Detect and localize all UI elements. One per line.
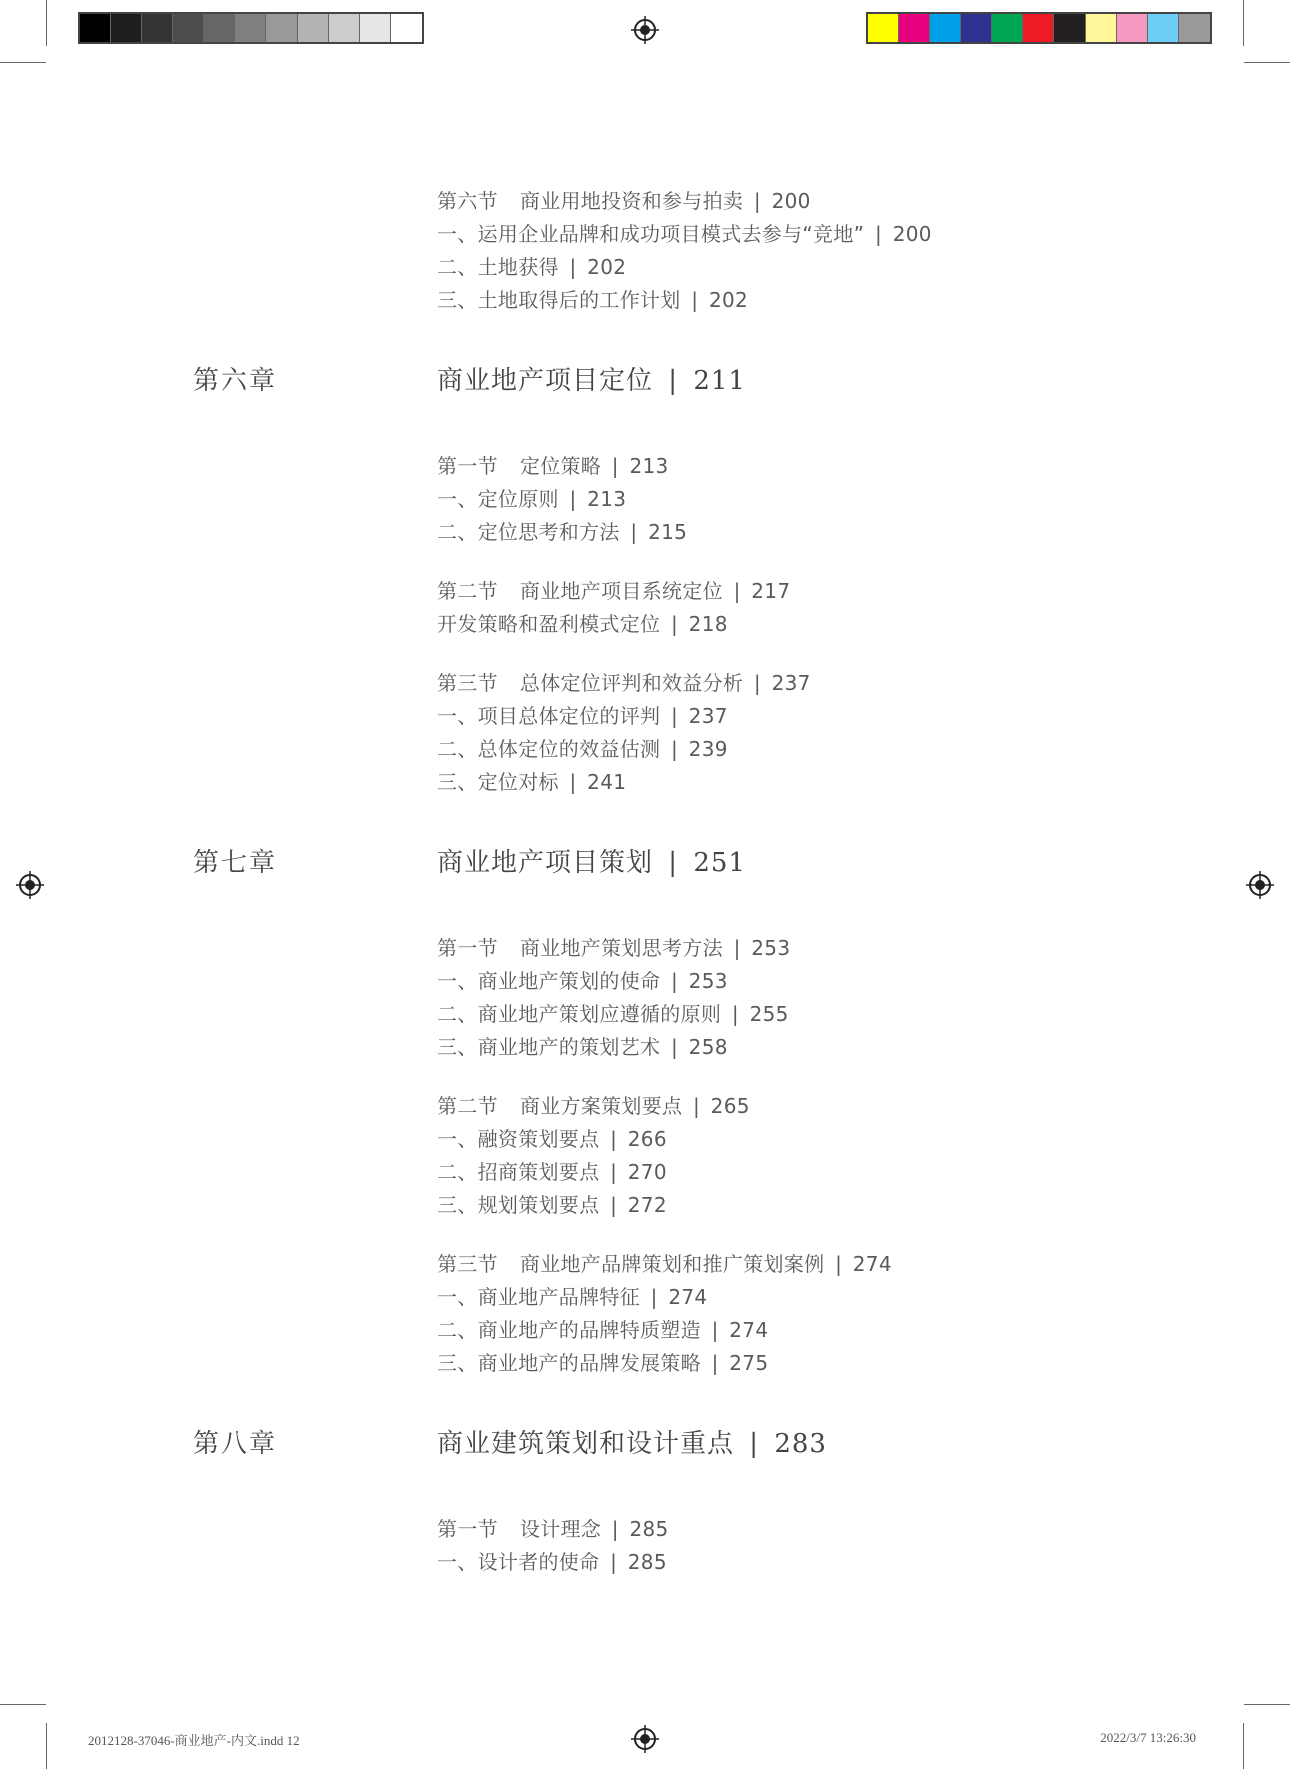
page-separator: | bbox=[603, 1160, 624, 1184]
page-separator: | bbox=[659, 366, 688, 396]
entry-page-number: 274 bbox=[852, 1252, 892, 1276]
subsection-entry bbox=[437, 486, 626, 512]
chapter-number: 第八章 bbox=[193, 1429, 278, 1459]
page-separator: | bbox=[686, 1094, 707, 1118]
entry-title: 总体定位评判和效益分析 bbox=[519, 671, 744, 695]
entry-title: 三、商业地产的策划艺术 bbox=[437, 1035, 661, 1059]
page-separator: | bbox=[603, 1127, 624, 1151]
subsection-entry bbox=[437, 1350, 768, 1376]
crop-mark-top-right-h bbox=[1244, 62, 1290, 63]
entry-title: 二、招商策划要点 bbox=[437, 1160, 600, 1184]
entry-title: 三、商业地产的品牌发展策略 bbox=[437, 1351, 701, 1375]
page-separator: | bbox=[868, 222, 889, 246]
entry-page-number: 274 bbox=[668, 1285, 708, 1309]
page-separator: | bbox=[704, 1351, 726, 1375]
entry-title: 设计理念 bbox=[519, 1517, 602, 1541]
color-swatch bbox=[142, 14, 173, 42]
subsection-entry bbox=[437, 1549, 667, 1575]
subsection-entry bbox=[437, 1034, 728, 1060]
page-separator: | bbox=[644, 1285, 665, 1309]
registration-mark-icon bbox=[631, 16, 659, 44]
page-separator: | bbox=[664, 1035, 685, 1059]
subsection-entry bbox=[437, 1284, 707, 1310]
color-swatch bbox=[961, 14, 992, 42]
entry-title: 二、商业地产的品牌特质塑造 bbox=[437, 1318, 701, 1342]
color-swatch bbox=[1054, 14, 1085, 42]
page-separator: | bbox=[740, 1429, 769, 1459]
color-swatch bbox=[235, 14, 266, 42]
entry-title: 一、融资策划要点 bbox=[437, 1127, 600, 1151]
page-separator: | bbox=[605, 1517, 626, 1541]
color-swatch bbox=[992, 14, 1023, 42]
page-separator: | bbox=[684, 288, 705, 312]
section-label: 第三节 bbox=[437, 671, 498, 695]
entry-title: 定位策略 bbox=[519, 454, 602, 478]
page-separator: | bbox=[747, 189, 768, 213]
section-entry bbox=[437, 1251, 892, 1277]
entry-title: 一、定位原则 bbox=[437, 487, 559, 511]
entry-page-number: 213 bbox=[629, 454, 669, 478]
entry-title: 二、土地获得 bbox=[437, 255, 559, 279]
color-swatch bbox=[360, 14, 391, 42]
color-swatch bbox=[868, 14, 899, 42]
color-swatch bbox=[899, 14, 930, 42]
entry-title: 商业用地投资和参与拍卖 bbox=[519, 189, 744, 213]
section-label: 第一节 bbox=[437, 454, 498, 478]
chapter-number: 第七章 bbox=[193, 848, 278, 878]
subsection-entry bbox=[437, 769, 626, 795]
entry-page-number: 241 bbox=[587, 770, 627, 794]
entry-page-number: 200 bbox=[892, 222, 932, 246]
section-entry bbox=[437, 188, 811, 214]
color-swatch bbox=[204, 14, 235, 42]
subsection-entry bbox=[437, 287, 748, 313]
entry-title: 二、商业地产策划应遵循的原则 bbox=[437, 1002, 722, 1026]
page-separator: | bbox=[726, 936, 748, 960]
chapter-title-text: 商业建筑策划和设计重点 bbox=[437, 1429, 735, 1459]
page-separator: | bbox=[664, 612, 685, 636]
page-separator: | bbox=[603, 1193, 624, 1217]
subsection-entry bbox=[437, 968, 728, 994]
entry-title: 开发策略和盈利模式定位 bbox=[437, 612, 661, 636]
page-separator: | bbox=[603, 1550, 624, 1574]
entry-page-number: 255 bbox=[749, 1002, 789, 1026]
page-separator: | bbox=[664, 737, 685, 761]
section-label: 第一节 bbox=[437, 936, 498, 960]
entry-page-number: 272 bbox=[627, 1193, 667, 1217]
entry-title: 一、项目总体定位的评判 bbox=[437, 704, 661, 728]
entry-title: 三、规划策划要点 bbox=[437, 1193, 600, 1217]
section-label: 第一节 bbox=[437, 1517, 498, 1541]
crop-mark-top-right-v bbox=[1243, 0, 1244, 46]
page-separator: | bbox=[664, 704, 685, 728]
entry-title: 商业方案策划要点 bbox=[519, 1094, 683, 1118]
section-label: 第三节 bbox=[437, 1252, 498, 1276]
entry-page-number: 258 bbox=[688, 1035, 728, 1059]
entry-page-number: 253 bbox=[751, 936, 791, 960]
subsection-entry bbox=[437, 1126, 667, 1152]
crop-mark-bottom-right-v bbox=[1243, 1723, 1244, 1769]
section-entry bbox=[437, 670, 811, 696]
entry-page-number: 202 bbox=[708, 288, 749, 312]
color-swatch bbox=[173, 14, 204, 42]
subsection-entry bbox=[437, 1192, 667, 1218]
entry-title: 三、定位对标 bbox=[437, 770, 559, 794]
chapter-title-text: 商业地产项目定位 bbox=[437, 366, 654, 396]
chapter-number: 第六章 bbox=[193, 366, 278, 396]
subsection-entry bbox=[437, 611, 728, 637]
entry-page-number: 218 bbox=[688, 612, 728, 636]
page-separator: | bbox=[664, 969, 685, 993]
section-entry bbox=[437, 453, 669, 479]
entry-title: 一、商业地产品牌特征 bbox=[437, 1285, 640, 1309]
grayscale-color-bar bbox=[78, 12, 424, 44]
entry-page-number: 237 bbox=[771, 671, 811, 695]
section-label: 第六节 bbox=[437, 189, 498, 213]
section-label: 第二节 bbox=[437, 1094, 498, 1118]
color-swatch bbox=[391, 14, 422, 42]
subsection-entry bbox=[437, 519, 687, 545]
entry-page-number: 285 bbox=[627, 1550, 667, 1574]
page-separator: | bbox=[605, 454, 626, 478]
chapter-title bbox=[437, 364, 746, 398]
entry-title: 二、总体定位的效益估测 bbox=[437, 737, 661, 761]
entry-page-number: 217 bbox=[751, 579, 791, 603]
page-separator: | bbox=[747, 671, 768, 695]
entry-title: 三、土地取得后的工作计划 bbox=[437, 288, 681, 312]
page-separator: | bbox=[623, 520, 645, 544]
color-swatch bbox=[329, 14, 360, 42]
entry-title: 二、定位思考和方法 bbox=[437, 520, 620, 544]
entry-title: 一、设计者的使命 bbox=[437, 1550, 600, 1574]
page-separator: | bbox=[704, 1318, 726, 1342]
chapter-page-number: 211 bbox=[693, 366, 746, 396]
entry-page-number: 253 bbox=[688, 969, 728, 993]
entry-page-number: 275 bbox=[729, 1351, 769, 1375]
color-swatch bbox=[1179, 14, 1210, 42]
section-entry bbox=[437, 1093, 750, 1119]
page-separator: | bbox=[562, 487, 584, 511]
process-color-bar bbox=[866, 12, 1212, 44]
subsection-entry bbox=[437, 254, 626, 280]
page-separator: | bbox=[725, 1002, 746, 1026]
chapter-title bbox=[437, 1427, 827, 1461]
color-swatch bbox=[298, 14, 329, 42]
registration-mark-icon bbox=[16, 871, 44, 899]
subsection-entry bbox=[437, 1317, 768, 1343]
page-separator: | bbox=[562, 255, 584, 279]
entry-title: 商业地产品牌策划和推广策划案例 bbox=[519, 1252, 825, 1276]
chapter-page-number: 283 bbox=[774, 1429, 827, 1459]
subsection-entry bbox=[437, 736, 728, 762]
crop-mark-bottom-right-h bbox=[1244, 1704, 1290, 1705]
color-swatch bbox=[1148, 14, 1179, 42]
chapter-title-text: 商业地产项目策划 bbox=[437, 848, 654, 878]
color-swatch bbox=[930, 14, 961, 42]
page-separator: | bbox=[659, 848, 688, 878]
entry-page-number: 266 bbox=[627, 1127, 667, 1151]
subsection-entry bbox=[437, 1001, 789, 1027]
entry-page-number: 200 bbox=[771, 189, 811, 213]
crop-mark-top-left-h bbox=[0, 62, 46, 63]
entry-page-number: 239 bbox=[688, 737, 728, 761]
chapter-title bbox=[437, 846, 746, 880]
crop-mark-bottom-left-h bbox=[0, 1704, 46, 1705]
color-swatch bbox=[1117, 14, 1148, 42]
slug-timestamp: 2022/3/7 13:26:30 bbox=[1100, 1730, 1196, 1745]
slug-file-info: 2012128-37046-商业地产-内文.indd 12 bbox=[88, 1733, 300, 1748]
entry-page-number: 215 bbox=[648, 520, 688, 544]
entry-page-number: 202 bbox=[587, 255, 627, 279]
entry-page-number: 265 bbox=[710, 1094, 750, 1118]
subsection-entry bbox=[437, 1159, 667, 1185]
color-swatch bbox=[1023, 14, 1054, 42]
entry-title: 一、商业地产策划的使命 bbox=[437, 969, 661, 993]
subsection-entry bbox=[437, 703, 728, 729]
registration-mark-icon bbox=[1246, 871, 1274, 899]
section-entry bbox=[437, 935, 790, 961]
section-entry bbox=[437, 1516, 669, 1542]
chapter-page-number: 251 bbox=[693, 848, 746, 878]
color-swatch bbox=[111, 14, 142, 42]
entry-page-number: 270 bbox=[627, 1160, 667, 1184]
color-swatch bbox=[1086, 14, 1117, 42]
entry-page-number: 285 bbox=[629, 1517, 669, 1541]
entry-title: 商业地产策划思考方法 bbox=[519, 936, 723, 960]
page-separator: | bbox=[726, 579, 748, 603]
page-separator: | bbox=[828, 1252, 849, 1276]
crop-mark-top-left-v bbox=[46, 0, 47, 46]
entry-page-number: 213 bbox=[587, 487, 627, 511]
subsection-entry bbox=[437, 221, 932, 247]
color-swatch bbox=[80, 14, 111, 42]
entry-title: 商业地产项目系统定位 bbox=[519, 579, 723, 603]
entry-page-number: 237 bbox=[688, 704, 728, 728]
crop-mark-bottom-left-v bbox=[46, 1723, 47, 1769]
entry-page-number: 274 bbox=[729, 1318, 769, 1342]
registration-mark-icon bbox=[631, 1725, 659, 1753]
page-separator: | bbox=[562, 770, 584, 794]
section-entry bbox=[437, 578, 790, 604]
section-label: 第二节 bbox=[437, 579, 498, 603]
entry-title: 一、运用企业品牌和成功项目模式去参与“竞地” bbox=[437, 222, 865, 246]
color-swatch bbox=[266, 14, 297, 42]
